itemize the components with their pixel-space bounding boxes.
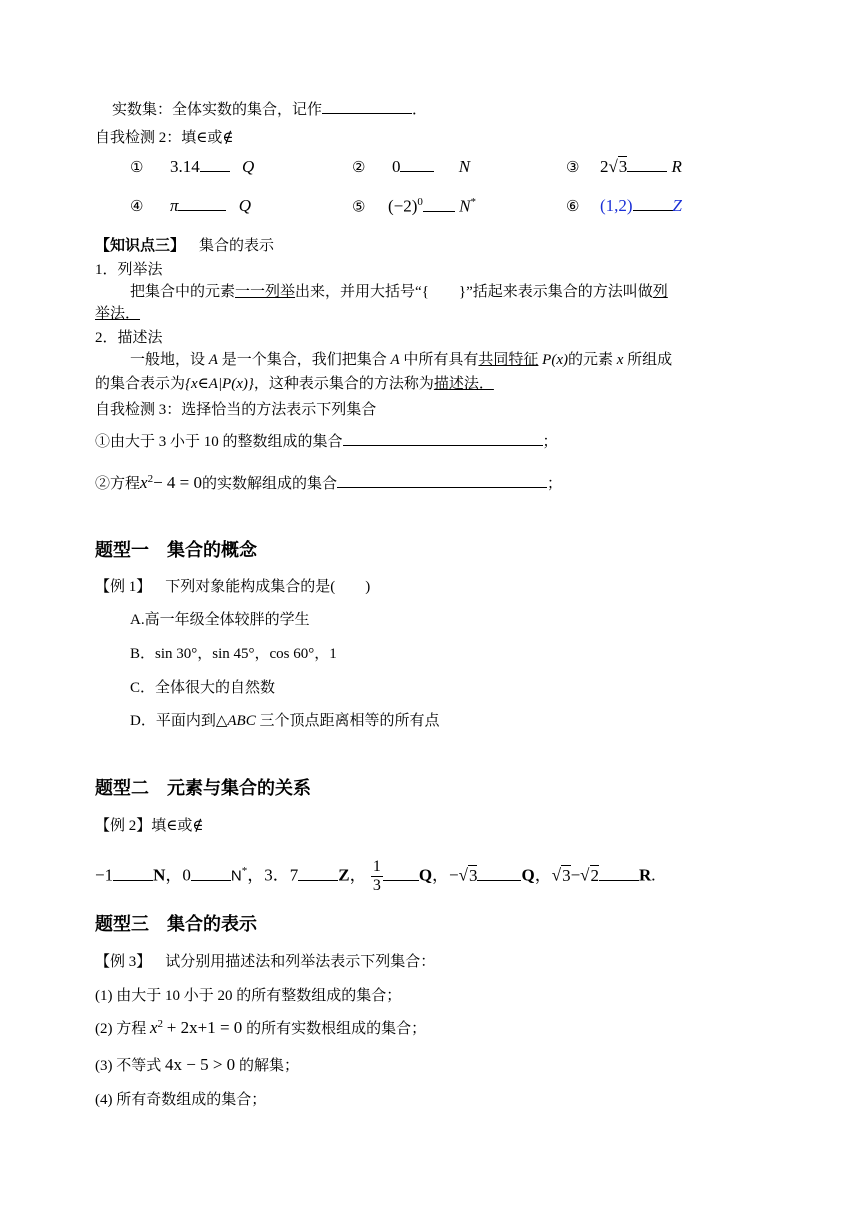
problem-2: (2) 方程 $x^2 + 2x+1 = 0$ 的所有实数根组成的集合； <box>95 1018 427 1037</box>
option-c: C．全体很大的自然数 <box>130 680 276 696</box>
problem-3: (3) 不等式 4x − 5 > 0 的解集； <box>95 1055 299 1074</box>
check3-q1: ①由大于 3 小于 10 的整数组成的集合 ； <box>95 430 558 451</box>
option-b: B．sin 30°，sin 45°，cos 60°，1 <box>130 646 337 662</box>
answer-blank[interactable] <box>633 196 673 211</box>
kp3-s2-title: 2．描述法 <box>95 330 163 346</box>
answer-blank[interactable] <box>200 157 230 172</box>
kp3-heading: 【知识点三】 集合的表示 <box>95 238 275 254</box>
option-a: A.高一年级全体较胖的学生 <box>130 612 310 628</box>
kp3-s1-title: 1．列举法 <box>95 262 163 278</box>
check3-title: 自我检测 3：选择恰当的方法表示下列集合 <box>95 402 377 418</box>
check3-q2: ②方程$x^2- 4 = 0$的实数解组成的集合 ； <box>95 473 563 492</box>
item-3: ③ 2√3 R <box>566 157 682 176</box>
real-number-line: 实数集：全体实数的集合，记作 ． <box>112 98 427 119</box>
answer-blank[interactable] <box>322 99 412 114</box>
example2-items: −1 N，0 N*，3．7 Z， $\frac{1}{3}$ Q，−√3 Q，√3−√2 R. <box>95 858 656 895</box>
answer-blank[interactable] <box>477 866 521 881</box>
answer-blank[interactable] <box>400 157 434 172</box>
item-1: ① 3.14 Q <box>130 157 255 176</box>
type1-heading: 题型一 集合的概念 <box>95 540 257 560</box>
type2-heading: 题型二 元素与集合的关系 <box>95 778 311 798</box>
answer-blank[interactable] <box>191 866 231 881</box>
problem-1: (1) 由大于 10 小于 20 的所有整数组成的集合； <box>95 988 402 1004</box>
kp3-s2-text: 一般地，设 A 是一个集合，我们把集合 A 中所有具有共同特征 P(x)的元素 x 所组成 <box>130 352 673 368</box>
check2-title: 自我检测 2：填∈或∉ <box>95 130 234 146</box>
answer-blank[interactable] <box>298 866 338 881</box>
answer-blank[interactable] <box>599 866 639 881</box>
example3: 【例 3】 试分别用描述法和列举法表示下列集合： <box>95 954 436 970</box>
answer-blank[interactable] <box>178 196 226 211</box>
answer-blank[interactable] <box>383 866 419 881</box>
answer-blank[interactable] <box>337 473 547 488</box>
answer-blank[interactable] <box>113 866 153 881</box>
example2: 【例 2】填∈或∉ <box>95 818 204 834</box>
option-d: D．平面内到△ABC 三个顶点距离相等的所有点 <box>130 713 440 729</box>
example1: 【例 1】 下列对象能构成集合的是( ) <box>95 579 371 595</box>
kp3-s1-text: 把集合中的元素一一列举出来，并用大括号“{ }”括起来表示集合的方法叫做列 <box>130 284 668 300</box>
answer-blank[interactable] <box>627 157 667 172</box>
item-5: ⑤ $(-2)^0$ N* <box>352 196 476 216</box>
item-4: ④ π Q <box>130 196 252 215</box>
kp3-s2-text2: 的集合表示为{x∈A|P(x)}，这种表示集合的方法称为描述法． <box>95 376 494 392</box>
answer-blank[interactable] <box>423 197 455 212</box>
answer-blank[interactable] <box>343 431 543 446</box>
kp3-s1-term: 举法． <box>95 306 141 322</box>
fraction: $\frac{1}{3}$ <box>372 858 381 895</box>
problem-4: (4) 所有奇数组成的集合； <box>95 1092 267 1108</box>
item-6: ⑥ (1,2) Z <box>566 196 682 215</box>
type3-heading: 题型三 集合的表示 <box>95 914 257 934</box>
item-2: ② 0 N <box>352 157 471 176</box>
